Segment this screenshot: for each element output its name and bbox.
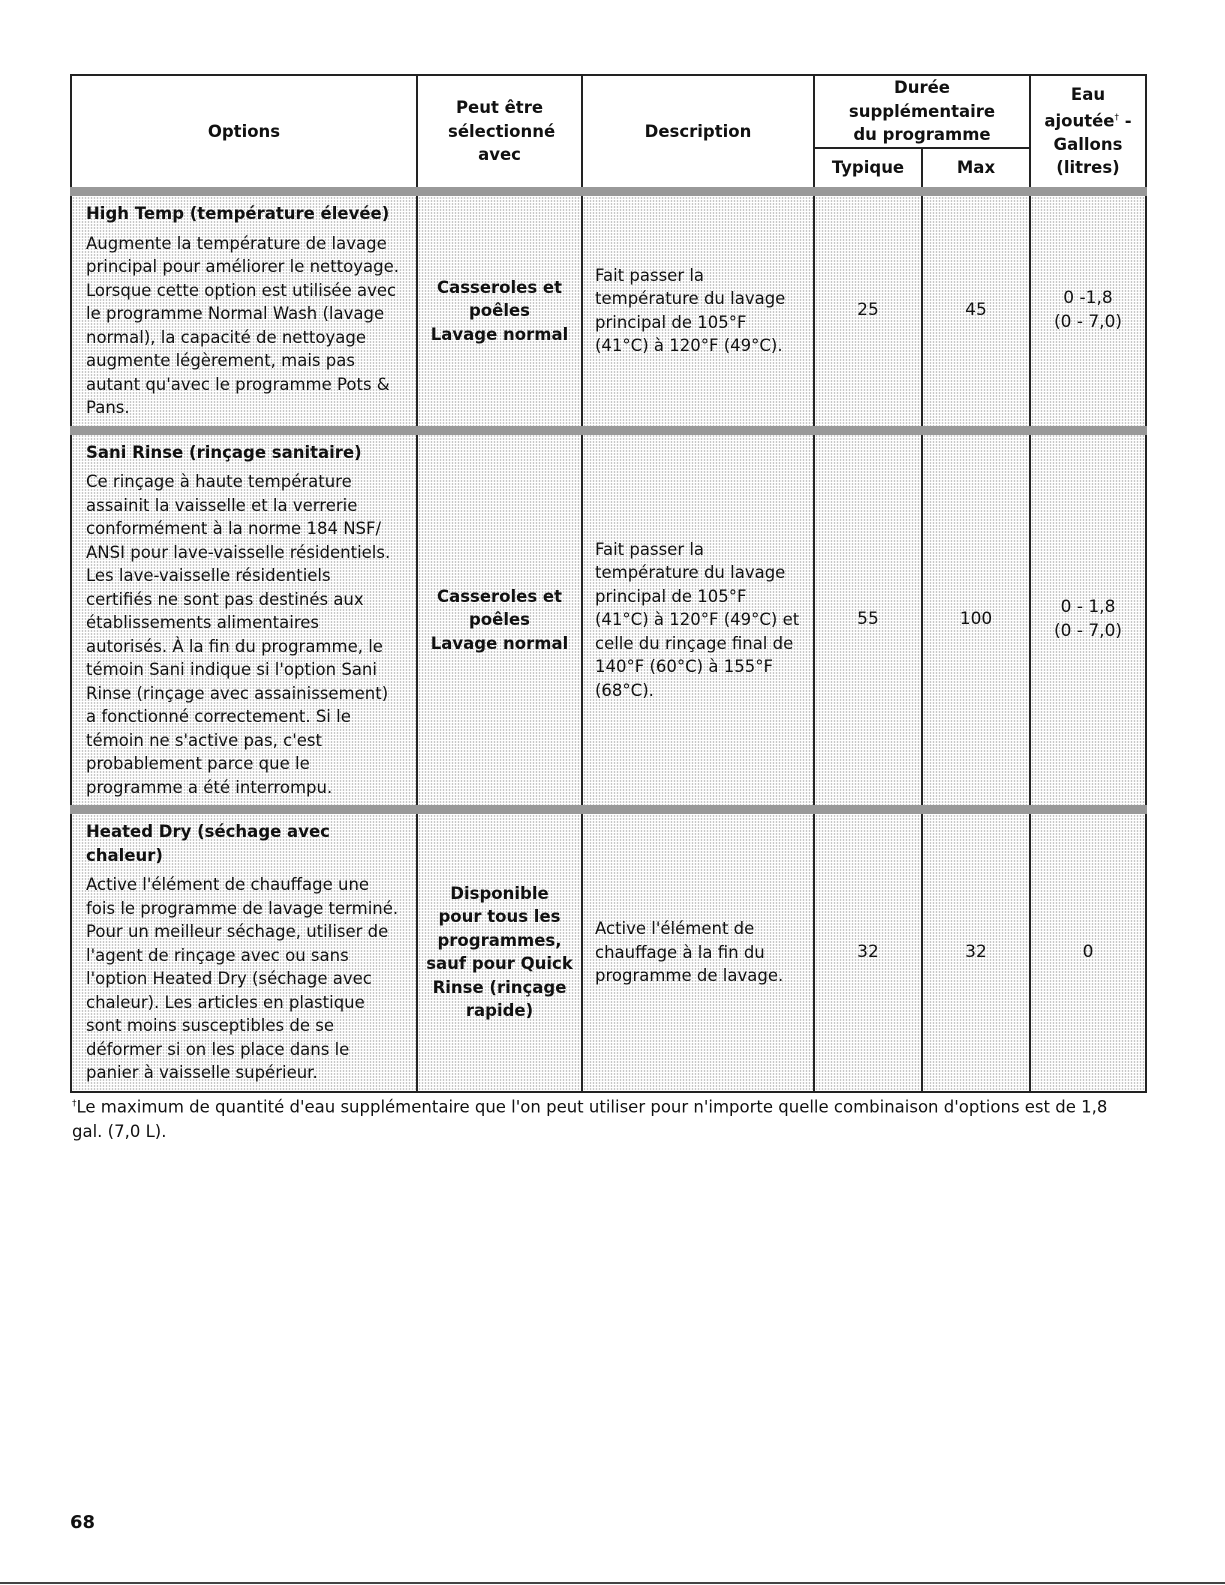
description-cell: Active l'élément de chauffage à la fin du programme de lavage. (582, 810, 814, 1092)
option-cell (71, 810, 417, 1092)
col-header-selectable: Peut être sélectionné avec (417, 75, 582, 192)
table-row (71, 430, 1146, 810)
typical-cell: 32 (814, 810, 922, 1092)
col-header-typical: Typique (814, 148, 922, 192)
table-row (71, 810, 1146, 1092)
max-cell: 45 (922, 192, 1030, 431)
water-gallons: 0 - 1,8 (1060, 597, 1116, 618)
water-cell (1030, 810, 1146, 1092)
typical-cell: 55 (814, 430, 922, 810)
water-litres: (0 - 7,0) (1053, 311, 1123, 332)
description-cell: Fait passer la température du lavage principal de 105°F (41°C) à 120°F (49°C) et celle du rinçage final de 140°F (60°C) à 155°F (68°C). (582, 430, 814, 810)
col-header-options: Options (71, 75, 417, 192)
water-litres: (0 - 7,0) (1053, 620, 1123, 641)
option-cell (71, 430, 417, 810)
options-table (70, 74, 1147, 1093)
page-bottom-rule (0, 1582, 1225, 1584)
max-cell: 100 (922, 430, 1030, 810)
max-cell: 32 (922, 810, 1030, 1092)
selectable-cell (417, 810, 582, 1092)
footnote-dagger: † (72, 1099, 77, 1109)
option-body: Active l'élément de chauffage une fois le programme de lavage terminé. Pour un meilleur séchage, utiliser de l'agent de rinçage avec ou sans l'option Heated Dry (séchage avec chaleur). Les articles en plastique sont moins susceptibles de se déformer si on les place dans le panier à vaisselle supérieur. (86, 875, 399, 1082)
option-title: Sani Rinse (rinçage sanitaire) (86, 442, 362, 462)
typical-cell: 25 (814, 192, 922, 431)
selectable-cell (417, 430, 582, 810)
water-header-a: Eau ajoutée (1044, 85, 1115, 131)
water-header-dagger: † (1114, 112, 1120, 123)
footnote-text: Le maximum de quantité d'eau supplémentaire que l'on peut utiliser pour n'importe quelle combinaison d'options est de 1,8 gal. (7,0 L). (72, 1097, 1108, 1141)
selectable-item: Lavage normal (430, 633, 569, 653)
water-header-b: - Gallons (litres) (1053, 111, 1132, 178)
col-header-duration: Durée supplémentaire du programme (814, 75, 1030, 148)
selectable-item: Disponible pour tous les programmes, sauf pour Quick Rinse (rinçage rapide) (426, 883, 573, 1021)
option-title: Heated Dry (séchage avec chaleur) (86, 822, 330, 865)
water-cell (1030, 192, 1146, 431)
description-cell: Fait passer la température du lavage principal de 105°F (41°C) à 120°F (49°C). (582, 192, 814, 431)
selectable-item: Lavage normal (430, 324, 569, 344)
water-cell (1030, 430, 1146, 810)
option-body: Ce rinçage à haute température assainit la vaisselle et la verrerie conformément à la norme 184 NSF/ ANSI pour lave-vaisselle résidentiels. Les lave-vaisselle résidentiels certifiés ne sont pas destinés aux établissements alimentaires autorisés. À la fin du programme, le témoin Sani indique si l'option Sani Rinse (rinçage avec assainissement) a fonctionné correctement. Si le témoin ne s'active pas, c'est probablement parce que le programme a été interrompu. (86, 472, 391, 797)
col-header-max: Max (922, 148, 1030, 192)
option-body: Augmente la température de lavage principal pour améliorer le nettoyage. Lorsque cette option est utilisée avec le programme Normal Wash (lavage normal), la capacité de nettoyage augmente légèrement, mais pas autant qu'avec le programme Pots & Pans. (86, 233, 399, 417)
option-title: High Temp (température élevée) (86, 204, 390, 223)
col-header-water (1030, 75, 1146, 192)
water-gallons: 0 (1082, 941, 1094, 962)
page-number: 68 (70, 1512, 96, 1533)
selectable-cell (417, 192, 582, 431)
footnote (72, 1092, 1132, 1144)
selectable-item: Casseroles et poêles (436, 586, 563, 629)
selectable-item: Casseroles et poêles (436, 277, 563, 320)
col-header-description: Description (582, 75, 814, 192)
water-gallons: 0 -1,8 (1063, 288, 1113, 309)
table-row (71, 192, 1146, 431)
option-cell (71, 192, 417, 431)
